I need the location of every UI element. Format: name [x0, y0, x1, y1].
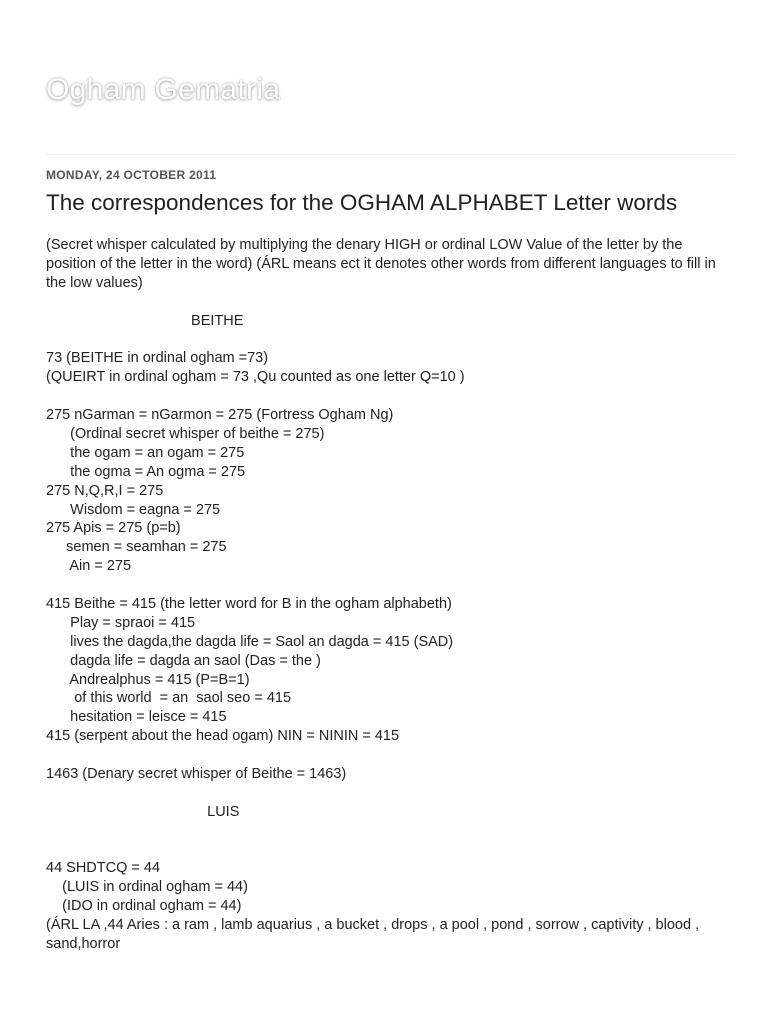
body-text-line: 415 (serpent about the head ogam) NIN = NININ = 415 — [46, 728, 400, 745]
body-text-line: of this world = an saol seo = 415 — [46, 690, 292, 707]
body-text-line: (LUIS in ordinal ogham = 44) — [46, 879, 248, 896]
blank-line — [46, 784, 726, 803]
post-date: MONDAY, 24 OCTOBER 2011 — [46, 168, 217, 182]
post-body — [46, 236, 726, 954]
body-text-line: (QUEIRT in ordinal ogham = 73 ,Qu counted as one letter Q=10 ) — [46, 369, 465, 386]
body-text-line: Ain = 275 — [46, 558, 132, 575]
body-text-line: (ÁRL LA ,44 Aries : a ram , lamb aquarius , a bucket , drops , a pool , pond , sorrow , captivity , blood , sand,horror — [46, 917, 700, 953]
body-text-line: semen = seamhan = 275 — [46, 539, 227, 556]
body-text-line: 1463 (Denary secret whisper of Beithe = 1463) — [46, 765, 347, 782]
body-text-line: LUIS — [46, 803, 240, 820]
body-text-line: 275 Apis = 275 (p=b) — [46, 520, 181, 537]
blank-line — [46, 822, 726, 841]
blank-line — [46, 293, 726, 312]
blank-line — [46, 746, 726, 765]
body-text-line: Wisdom = eagna = 275 — [46, 501, 221, 518]
body-text-line: (IDO in ordinal ogham = 44) — [46, 898, 242, 915]
blog-title-link[interactable]: Ogham Gematria — [46, 73, 281, 106]
body-text-line: 44 SHDTCQ = 44 — [46, 860, 161, 877]
body-text-line: (Secret whisper calculated by multiplying the denary HIGH or ordinal LOW Value of the letter by the position of the letter in the word) (ÁRL means ect it denotes other words from different languages to fill in the low values) — [46, 237, 716, 291]
body-text-line: 275 nGarman = nGarmon = 275 (Fortress Ogham Ng) — [46, 407, 394, 424]
body-text-line: 73 (BEITHE in ordinal ogham =73) — [46, 350, 269, 367]
body-text-line: lives the dagda,the dagda life = Saol an dagda = 415 (SAD) — [46, 633, 454, 650]
body-text-line: the ogam = an ogam = 275 — [46, 444, 245, 461]
body-text-line: (Ordinal secret whisper of beithe = 275) — [46, 425, 325, 442]
blank-line — [46, 576, 726, 595]
body-text-line: dagda life = dagda an saol (Das = the ) — [46, 652, 321, 669]
blank-line — [46, 387, 726, 406]
blank-line — [46, 841, 726, 860]
body-text-line: 275 N,Q,R,I = 275 — [46, 482, 164, 499]
blog-header — [0, 0, 768, 154]
post-title[interactable]: The correspondences for the OGHAM ALPHABET Letter words — [46, 190, 678, 215]
body-text-line: Andrealphus = 415 (P=B=1) — [46, 671, 250, 688]
body-text-line: the ogma = An ogma = 275 — [46, 463, 246, 480]
blank-line — [46, 331, 726, 350]
body-text-line: BEITHE — [46, 312, 244, 329]
body-text-line: hesitation = leisce = 415 — [46, 709, 227, 726]
body-text-line: Play = spraoi = 415 — [46, 614, 196, 631]
header-divider — [46, 154, 736, 155]
body-text-line: 415 Beithe = 415 (the letter word for B in the ogham alphabeth) — [46, 595, 452, 612]
